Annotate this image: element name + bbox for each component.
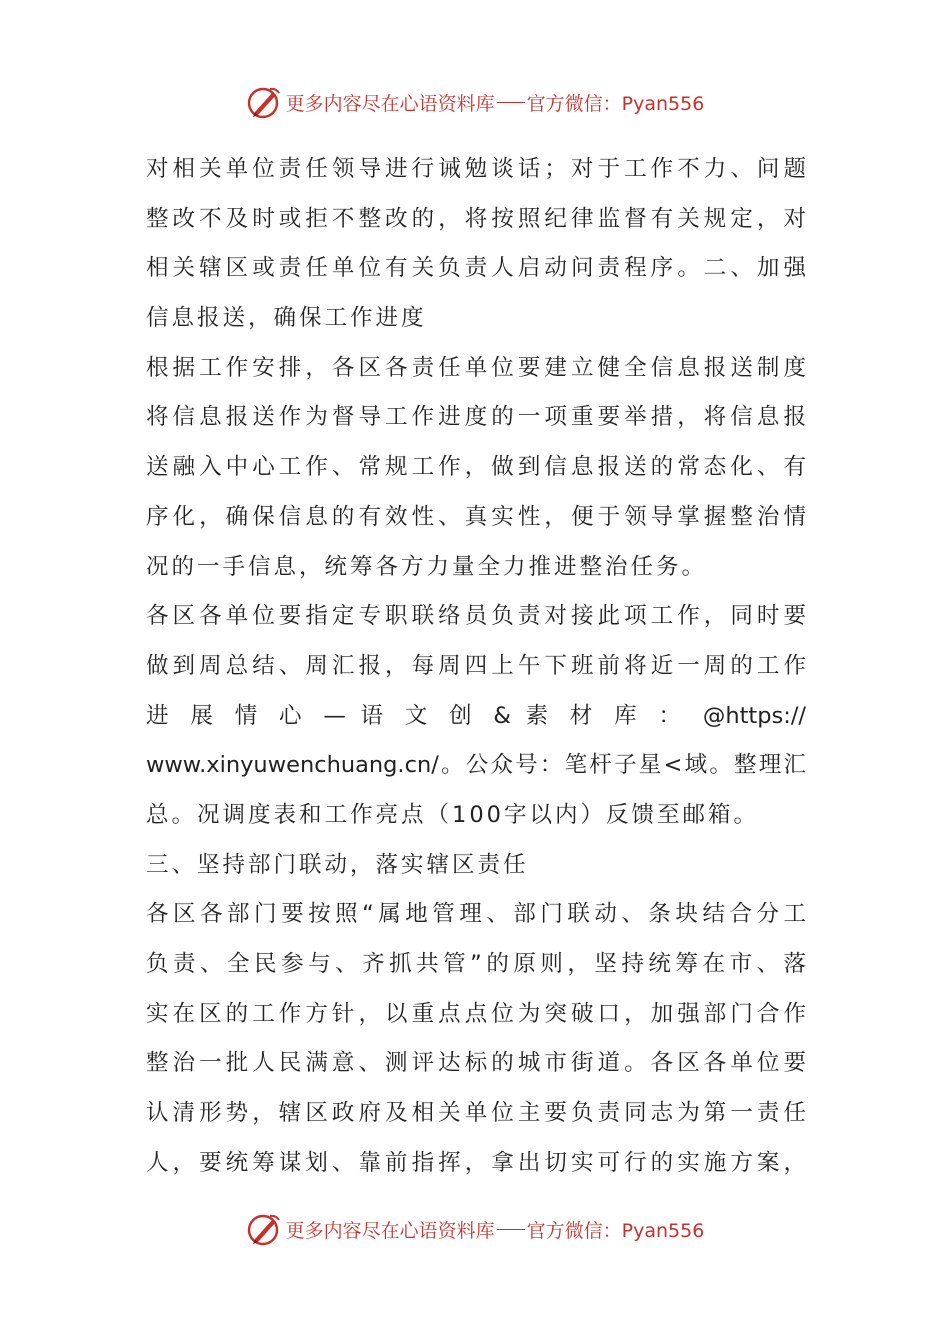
text-line: 序化，确保信息的有效性、真实性，便于领导掌握整治情	[146, 503, 806, 530]
text-line: 做到周总结、周汇报，每周四上午下班前将近一周的工作	[146, 652, 806, 679]
text-line: 整改不及时或拒不整改的，将按照纪律监督有关规定，对	[146, 205, 806, 232]
text-line: 实在区的工作方针，以重点点位为突破口，加强部门合作	[146, 1000, 806, 1027]
footer-banner	[0, 1209, 950, 1249]
text-line: 信息报送，确保工作进度	[146, 305, 427, 332]
document-body	[146, 145, 806, 1188]
text-line: 认清形势，辖区政府及相关单位主要负责同志为第一责任	[146, 1100, 806, 1127]
banner-wechat: 官方微信：Pyan556	[526, 1219, 705, 1242]
text-line: www.xinyuwenchuang.cn/。公众号：笔杆子星<域。整理汇	[146, 752, 806, 779]
text-line: 各区各部门要按照“属地管理、部门联动、条块结合分工	[146, 901, 806, 928]
banner-text: 更多内容尽在心语资料库	[285, 1219, 495, 1242]
banner-divider	[497, 1229, 525, 1230]
text-line: 送融入中心工作、常规工作，做到信息报送的常态化、有	[146, 454, 806, 481]
text-line: 进 展 情 心 — 语 文 创 & 素 材 库 ： @https://	[146, 702, 806, 729]
text-line: 人，要统筹谋划、靠前指挥，拿出切实可行的实施方案，	[146, 1149, 806, 1176]
pen-logo-icon	[246, 84, 282, 120]
text-line: 将信息报送作为督导工作进度的一项重要举措，将信息报	[146, 404, 806, 431]
text-line: 相关辖区或责任单位有关负责人启动问责程序。二、加强	[146, 255, 806, 282]
text-line: 负责、全民参与、齐抓共管”的原则，坚持统筹在市、落	[146, 951, 806, 977]
text-line: 整治一批人民满意、测评达标的城市街道。各区各单位要	[146, 1050, 806, 1077]
banner-text: 更多内容尽在心语资料库	[285, 92, 495, 115]
header-banner	[0, 82, 950, 122]
banner-divider	[497, 102, 525, 103]
text-line: 对相关单位责任领导进行诫勉谈话；对于工作不力、问题	[146, 156, 806, 182]
text-line: 根据工作安排，各区各责任单位要建立健全信息报送制度	[146, 354, 806, 381]
text-line: 总。况调度表和工作亮点（100字以内）反馈至邮箱。	[146, 801, 759, 828]
text-line: 况的一手信息，统筹各方力量全力推进整治任务。	[146, 553, 708, 580]
text-line: 三、坚持部门联动，落实辖区责任	[146, 851, 529, 878]
text-line: 各区各单位要指定专职联络员负责对接此项工作，同时要	[146, 603, 806, 630]
banner-wechat: 官方微信：Pyan556	[526, 92, 705, 115]
pen-logo-icon	[246, 1211, 282, 1247]
